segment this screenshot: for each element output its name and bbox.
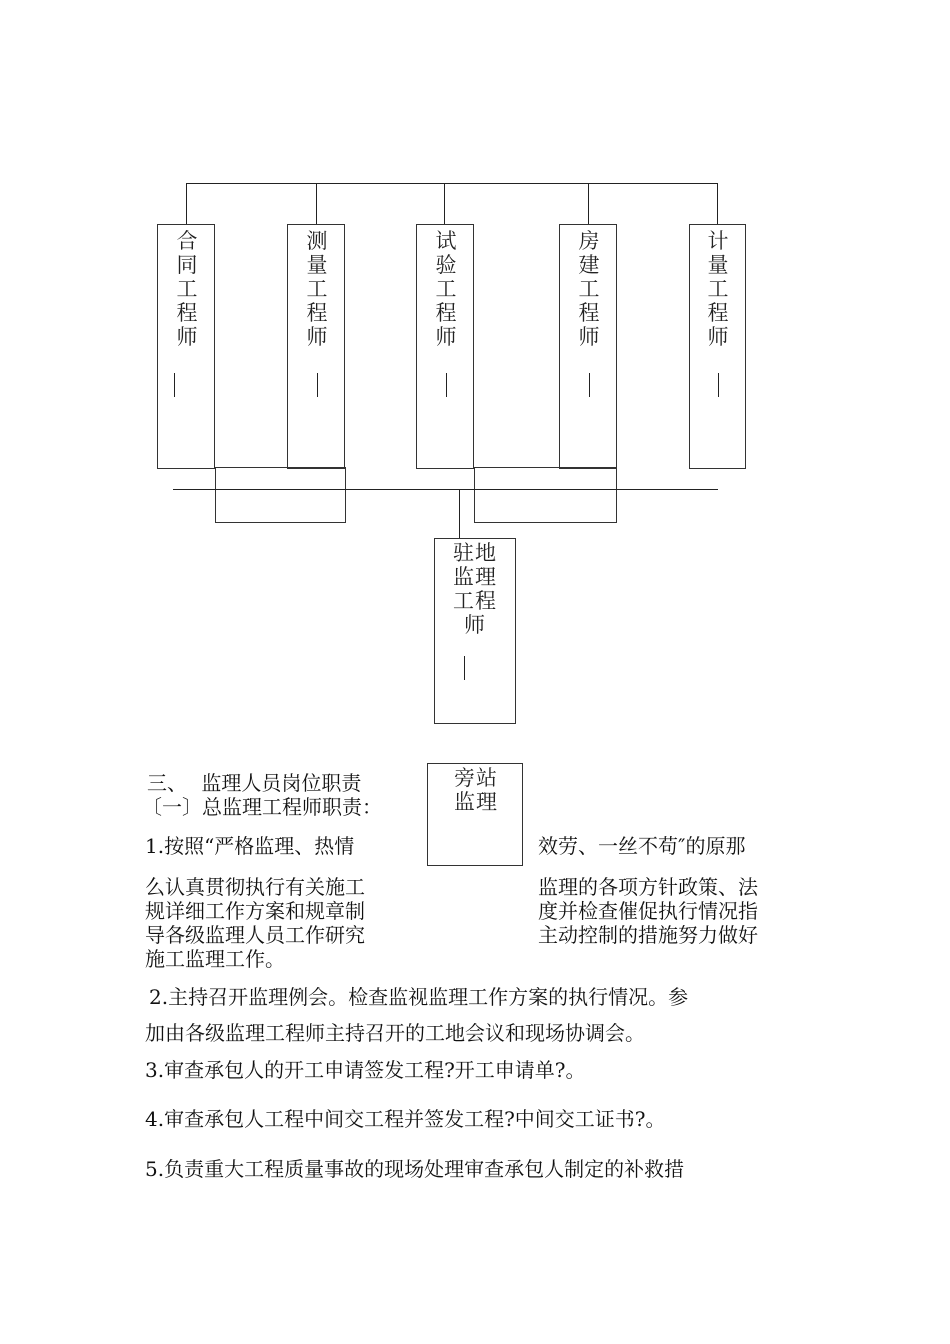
- item2-line-2: 加由各级监理工程师主持召开的工地会议和现场协调会。: [145, 1021, 645, 1045]
- survey-engineer-label: 测量工程师: [306, 229, 328, 349]
- building-engineer-box: [559, 224, 617, 469]
- drop-line-3: [444, 183, 445, 224]
- item2-line-1: 2.主持召开监理例会。检查监视监理工作方案的执行情况。参: [149, 985, 689, 1009]
- item4-text: 4.审查承包人工程中间交工程并签发工程?中间交工证书?。: [145, 1107, 666, 1131]
- item1-right-line-2: 监理的各项方针政策、法: [538, 875, 758, 899]
- item1-left-line-3: 规详细工作方案和规章制: [145, 899, 365, 923]
- measurement-engineer-box: [689, 224, 746, 469]
- contract-engineer-label: 合同工程师: [176, 229, 198, 349]
- building-engineer-label: 房建工程师: [578, 229, 600, 349]
- box-stub-mark: [589, 373, 590, 397]
- box-stub-mark: [464, 656, 465, 680]
- item1-left-line-4: 导各级监理人员工作研究: [145, 923, 365, 947]
- drop-line-2: [316, 183, 317, 224]
- measurement-engineer-label: 计量工程师: [707, 229, 729, 349]
- top-connector-line: [186, 183, 718, 184]
- item1-right-line-3: 度并检查催促执行情况指: [538, 899, 758, 923]
- item1-left-line-1: 1.按照“严格监理、热情: [145, 834, 355, 858]
- item1-left-line-5: 施工监理工作。: [145, 947, 285, 971]
- item1-right-line-4: 主动控制的措施努力做好: [538, 923, 758, 947]
- item1-left-line-2: 么认真贯彻执行有关施工: [145, 875, 365, 899]
- lower-connector-box: [215, 467, 346, 523]
- item5-text: 5.负责重大工程质量事故的现场处理审查承包人制定的补救措: [145, 1157, 685, 1181]
- box-stub-mark: [174, 373, 175, 397]
- resident-drop-line: [459, 489, 460, 538]
- item1-right-line-1: 效劳、一丝不苟″的原那: [538, 834, 746, 858]
- drop-line-5: [717, 183, 718, 224]
- test-engineer-label: 试验工程师: [435, 229, 457, 349]
- box-stub-mark: [317, 373, 318, 397]
- side-supervision-box: [427, 763, 523, 866]
- side-supervision-label: 旁站监理: [454, 766, 498, 814]
- resident-engineer-box: [434, 538, 516, 724]
- drop-line-4: [588, 183, 589, 224]
- contract-engineer-box: [157, 224, 215, 469]
- survey-engineer-box: [287, 224, 345, 469]
- item3-text: 3.审查承包人的开工申请签发工程?开工申请单?。: [145, 1058, 586, 1082]
- box-stub-mark: [718, 373, 719, 397]
- box-stub-mark: [446, 373, 447, 397]
- section-subheading: 〔一〕总监理工程师职责：: [142, 795, 382, 819]
- mid-connector-line: [173, 489, 718, 490]
- lower-connector-box: [474, 467, 617, 523]
- resident-engineer-label: 驻地监理工程师: [453, 541, 497, 637]
- section-heading: 三、 监理人员岗位职责: [147, 771, 362, 795]
- drop-line-1: [186, 183, 187, 224]
- test-engineer-box: [416, 224, 474, 469]
